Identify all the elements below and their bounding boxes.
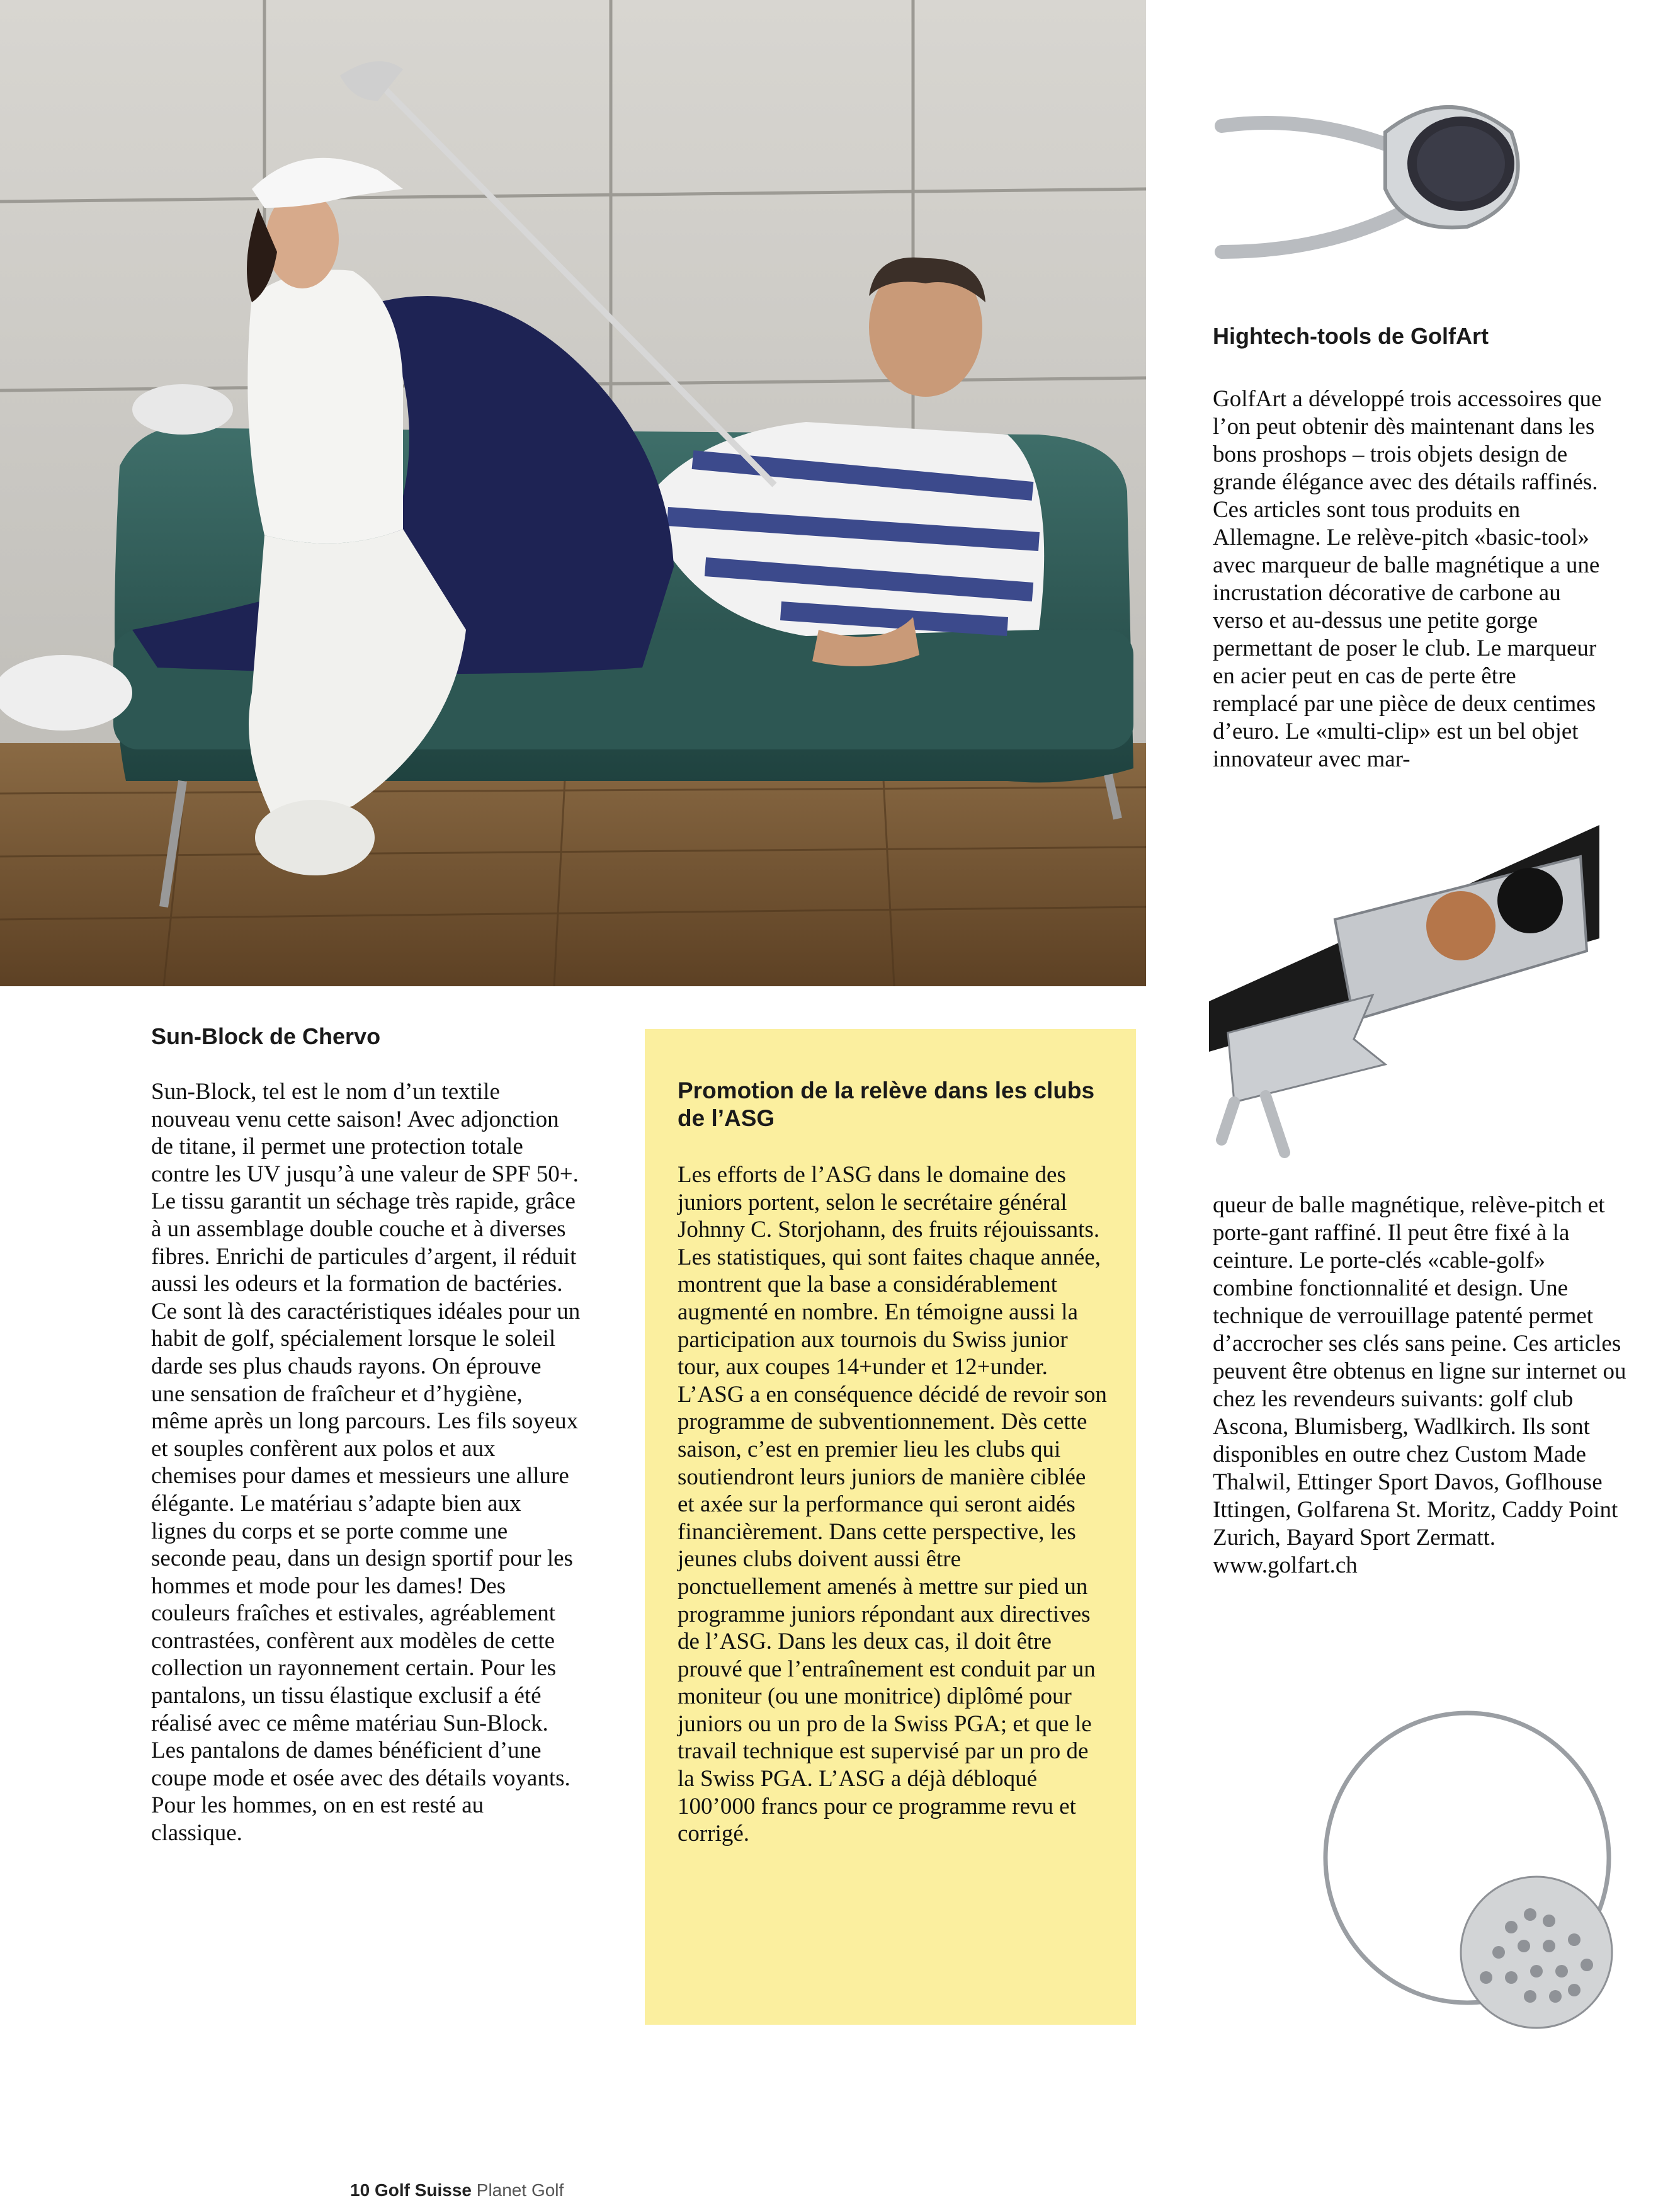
golfart-paragraph-1: GolfArt a développé trois accessoires que l’on peut obtenir dès maintenant dans les bons proshops – trois objets design de grande élégance avec des détails raffinés. Ces articles sont tous produits en Allemagne. Le relève-pitch «basic-tool» avec marqueur de balle magnétique a une incrustation décorative de carbone au verso et au-dessus une petite gorge permettant de poser le club. Le marqueur en acier peut en cas de perte être remplacé par une pièce de deux centimes d’euro. Le «multi-clip» est un bel objet innovateur avec mar-: [1213, 386, 1602, 772]
page-footer: [350, 2180, 564, 2200]
section-name: Planet Golf: [476, 2180, 564, 2200]
asg-heading: Promotion de la relève dans les clubs de l’ASG: [678, 1078, 1095, 1131]
golfart-pitchfork-image: [1196, 44, 1549, 283]
sunblock-heading: Sun-Block de Chervo: [151, 1023, 381, 1049]
hero-photo: [0, 0, 1146, 986]
golfart-multiclip-image: [1209, 825, 1599, 1178]
asg-paragraph: Les efforts de l’ASG dans le domaine des juniors portent, selon le secrétaire général Johnny C. Storjohann, des fruits réjouissants. Les statistiques, qui sont faites chaque année, montrent que la base a considérablement augmenté en nombre. En témoigne aussi la participation aux tournois du Swiss junior tour, aux coupes 14+under et 12+under. L’ASG a en conséquence décidé de revoir son programme de subventionnement. Dès cette saison, c’est en premier lieu les clubs qui soutiendront leurs juniors de manière ciblée et axée sur la performance qui seront aidés financièrement. Dans cette perspective, les jeunes clubs doivent aussi être ponctuellement amenés à mettre sur pied un programme juniors répondant aux directives de l’ASG. Dans les deux cas, il doit être prouvé que l’entraînement est conduit par un moniteur (ou une monitrice) diplômé pour juniors ou un pro de la Swiss PGA; et que le travail technique est supervisé par un pro de la Swiss PGA. L’ASG a déjà débloqué 100’000 francs pour ce programme revu et corrigé.: [678, 1162, 1107, 1847]
magazine-name: Golf Suisse: [374, 2180, 472, 2200]
sunblock-paragraph: Sun-Block, tel est le nom d’un textile nouveau venu cette saison! Avec adjonction de titane, il permet une protection totale contre les UV jusqu’à une valeur de SPF 50+. Le tissu garantit un séchage très rapide, grâce à un assemblage double couche et à diverses fibres. Enrichi de particules d’argent, il réduit aussi les odeurs et la formation de bactéries. Ce sont là des caractéristiques idéales pour un habit de golf, spécialement lorsque le soleil darde ses plus chauds rayons. On éprouve une sensation de fraîcheur et d’hygiène, même après un long parcours. Les fils soyeux et souples confèrent aux polos et aux chemises pour dames et messieurs une allure élégante. Le matériau s’adapte bien aux lignes du corps et se porte comme une seconde peau, dans un design sportif pour les hommes et mode pour les dames! Des couleurs fraîches et estivales, agréablement contrastées, confèrent aux modèles de cette collection un rayonnement certain. Pour les pantalons, un tissu élastique exclusif a été réalisé avec ce même matériau Sun-Block. Les pantalons de dames bénéficient d’une coupe mode et osée avec des détails voyants. Pour les hommes, on en est resté au classique.: [151, 1079, 581, 1847]
golfart-keyring-image: [1310, 1700, 1637, 2053]
golfart-paragraph-2: queur de balle magnétique, relève-pitch et porte-gant raffiné. Il peut être fixé à la ceinture. Le porte-clés «cable-golf» combine fonctionnalité et design. Une technique de verrouillage patenté permet d’accrocher ses clés sans peine. Ces articles peuvent être obtenus en ligne sur internet ou chez les revendeurs suivants: golf club Ascona, Blumisberg, Wadlkirch. Ils sont disponibles en outre chez Custom Made Thalwil, Ettinger Sport Davos, Goflhouse Ittingen, Golfarena St. Moritz, Caddy Point Zurich, Bayard Sport Zermatt. www.golfart.ch: [1213, 1192, 1626, 1578]
golfart-heading: Hightech-tools de GolfArt: [1213, 323, 1489, 349]
page-number: 10: [350, 2180, 370, 2200]
